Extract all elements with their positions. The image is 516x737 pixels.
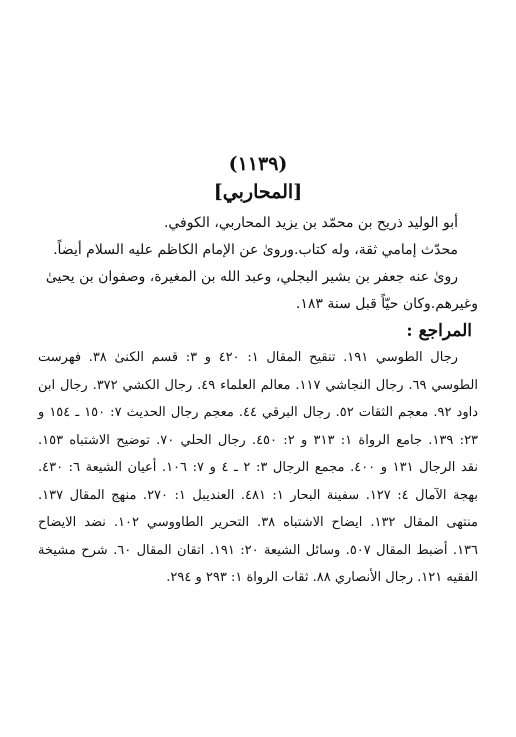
reference-line: نقد الرجال ١٣١ و ٤٠٠. مجمع الرجال ٣: ٢ ـ ٤ و ٧: ١٠٦. أعيان الشيعة ٦: ٤٣٠. <box>38 460 478 475</box>
reference-line: ١٣٦. أضبط المقال ٥٠٧. وسائل الشيعة ٢٠: ١٩١. اتقان المقال ٦٠. شرح مشيخة <box>38 542 479 558</box>
reference-line: الفقيه ١٢١. رجال الأنصاري ٨٨. ثقات الرواة ١: ٢٩٣ و ٢٩٤. <box>166 570 478 585</box>
references-heading: المراجع : <box>406 321 472 341</box>
entry-line: أبو الوليد ذريح بن محمّد بن يزيد المحاربي، الكوفي. <box>163 215 458 231</box>
entry-line: روىٰ عنه جعفر بن بشير البجلي، وعبد الله بن المغيرة، وصفوان بن يحيىٰ <box>45 269 458 285</box>
entry-title: [المحاربي] <box>213 181 303 203</box>
entry-number: (١١٣٩) <box>228 153 288 175</box>
entry-line: محدّث إمامي ثقة، وله كتاب.وروىٰ عن الإمام الكاظم عليه السلام أيضاً. <box>53 242 458 258</box>
entry-body <box>38 210 478 318</box>
reference-line: الطوسي ٦٩. رجال النجاشي ١١٧. معالم العلماء ٤٩. رجال الكشي ٣٧٢. رجال ابن <box>38 377 478 393</box>
entry-line: وغيرهم.وكان حيّاً قبل سنة ١٨٣. <box>295 296 478 312</box>
reference-line: منتهى المقال ١٣٢. ايضاح الاشتباه ٣٨. التحرير الطاووسي ١٠٢. نضد الايضاح <box>38 515 478 530</box>
reference-line: ٢٣: ١٣٩. جامع الرواة ١: ٣١٣ و ٢: ٤٥٠. رجال الحلي ٧٠. توضيح الاشتباه ١٥٣. <box>38 432 479 448</box>
references-list <box>38 344 478 592</box>
reference-line: بهجة الآمال ٤: ١٢٧. سفينة البحار ١: ٤٨١. العنديبل ١: ٢٧٠. منهج المقال ١٣٧. <box>38 487 478 503</box>
reference-line: رجال الطوسي ١٩١. تنقيح المقال ١: ٤٢٠ و ٣: قسم الكنىٰ ٣٨. فهرست <box>38 350 458 365</box>
reference-line: داود ٩٢. معجم الثقات ٥٢. رجال البرقي ٤٤. معجم رجال الحديث ٧: ١٥٠ ـ ١٥٤ و <box>38 405 478 420</box>
